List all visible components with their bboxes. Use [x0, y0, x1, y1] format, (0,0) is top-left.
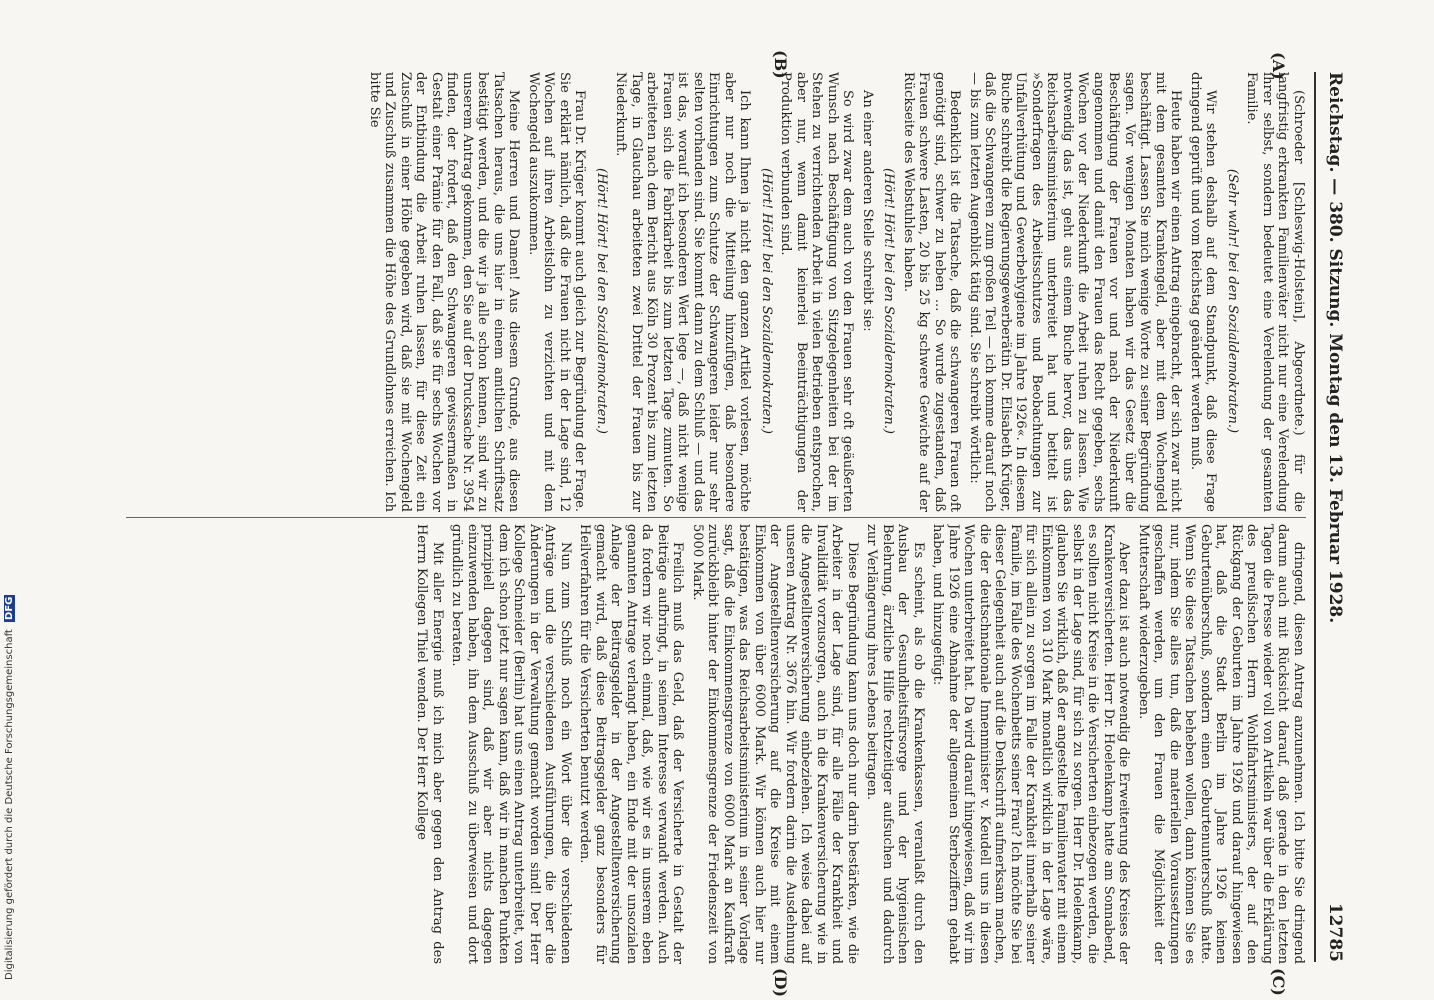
interjection-note: (Sehr wahr! bei den Sozialdemokraten.) [1225, 168, 1240, 434]
margin-letter-d: (D) [771, 968, 790, 998]
text-paragraph: Frau Dr. Krüger kommt auch gleich zur Begründung der Frage. Sie erklärt nämlich, daß die Frauen nicht in der Lage sind, 12 Wochen auf ihren Arbeitslohn zu verzichten und mit dem Wochengeld auszukommen. [526, 72, 588, 512]
left-text-column [126, 72, 1306, 512]
interjection-note: (Hört! Hört! bei den Sozialdemokraten.) [881, 168, 897, 434]
text-paragraph: An einer anderen Stelle schreibt sie: [860, 90, 875, 332]
text-paragraph: dringend, diesen Antrag anzunehmen. Ich bitte Sie dringend darum auch mit Rücksicht darauf, daß gerade in den letzten Tagen die Presse wieder voll von Artikeln war über die Erklärung des preußischen Herrn Wohlfahrtsministers, der auf den Rückgang der Geburten im Jahre 1926 und darauf hingewiesen hat, daß die Stadt Berlin im Jahre 1926 keinen Geburtenüberschuß, sondern einen Geburtenunterschuß hatte. Wenn Sie diese Tatsachen beheben wollen, dann können Sie es nur, indem Sie alles tun, daß die materiellen Voraussetzungen geschaffen werden, um den Frauen die Möglichkeit der Mutterschaft wiederzugeben. [1136, 524, 1306, 964]
margin-letter-a: (A) [1269, 52, 1288, 80]
text-paragraph: So wird zwar dem auch von den Frauen sehr oft geäußerten Wunsch nach Beschäftigung von Sitzgelegenheiten bei der im Stehen zu verrichtenden Arbeit in vielen Betrieben entsprochen, aber nur, wenn damit keinerlei Beeinträchtigungen der Produktion verbunden sind. [778, 72, 856, 512]
interjection-note: (Hört! Hört! bei den Sozialdemokraten.) [759, 168, 774, 434]
column-divider [126, 517, 1306, 518]
text-paragraph: Meine Herren und Damen! Aus diesem Grunde, aus diesen Tatsachen heraus, die uns hier in einem amtlichen Schriftsatz bestätigt werden, und die wir ja alle schon kennen, sind wir zu unserem Antrag gekommen, den Sie auf der Drucksache Nr. 3954 finden, der fordert, daß den Schwangeren gewissermaßen in Gestalt einer Prämie für den Fall, daß sie für sechs Wochen vor der Entbindung die Arbeit ruhen lassen, für diese Zeit ein Zuschuß in einer Höhe gegeben wird, daß sie mit Wochengeld und Zuschuß zusammen die Höhe des Grundlohnes erreichen. Ich bitte Sie [367, 72, 522, 512]
text-paragraph: Ich kann Ihnen ja nicht den ganzen Artikel vorlesen, möchte aber nur noch die Mitteilung hinzufügen, daß besondere Einrichtungen zum Schutze der Schwangeren leider nur sehr selten vorhanden sind. Sie kommt dann zu dem Schluß — und das ist das, worauf ich besonderen Wert lege —, daß nicht wenige Frauen sich die Fabrikarbeit bis zum letzten Tage zumuten. So arbeiteten nach dem Bericht aus Köln 30 Prozent bis zum letzten Tage, in Glauchau arbeiteten zwei Drittel der Frauen bis zur Niederkunft. [613, 72, 753, 512]
text-paragraph: Heute haben wir einen Antrag eingebracht, der sich zwar nicht mit dem gesamten Krankengeld, aber mit dem Wochengeld beschäftigt. Lassen Sie mich wenige Worte zu seiner Begründung sagen. Vor wenigen Monaten haben wir das Gesetz über die Beschäftigung der Frauen vor und nach der Niederkunft angenommen und damit den Frauen das Recht gegeben, sechs Wochen vor der Niederkunft die Arbeit ruhen zu lassen. Wie notwendig das ist, geht aus einem Buche hervor, das uns das Reichsarbeitsministerium unterbreitet hat und betitelt ist »Sonderfragen des Arbeitsschutzes und Beobachtungen zur Unfallverhütung und Gewerbehygiene im Jahre 1926«. In diesem Buche schreibt die Regierungsgewerberätin Dr. Elisabeth Krüger, daß die Schwangeren zum großen Teil — ich komme darauf noch — bis zum letzten Augenblick tätig sind. Sie schreibt wörtlich: [967, 72, 1184, 512]
digitization-credit-text: Digitalisierung gefördert durch die Deutsche Forschungsgemeinschaft [4, 629, 15, 980]
dfg-logo: DFG [4, 596, 15, 620]
page-header-title: Reichstag. — 380. Sitzung. Montag den 13. Februar 1928. [1325, 72, 1345, 624]
text-paragraph: Freilich muß das Geld, daß der Versicherte in Gestalt der Beiträge aufbringt, in seinem Interesse verwandt werden. Auch da fordern wir noch einmal, daß, wie wir es in unserem eben genannten Antrage verlangt haben, ein Ende mit der unsozialen Anlage der Beitragsgelder in der Angestelltenversicherung gemacht wird, daß diese Beitragsgelder ganz besonders für Heilverfahren für die Versicherten benutzt werden. [577, 524, 686, 964]
text-paragraph: Diese Begründung kann uns doch nur darin bestärken, wie die Arbeiter in der Lage sind, für alle Fälle der Krankheit und Invalidität vorzusorgen, auch in die Krankenversicherung wie in die Angestelltenversicherung einbeziehen. Ich weise dabei auf unseren Antrag Nr. 3676 hin. Wir fordern darin die Ausdehnung der Angestelltenversicherung auf die Kreise mit einem Einkommen von über 6000 Mark. Wir können auch hier nur bestätigen, was das Reichsarbeitsministerium in seiner Vorlage sagt, daß die Einkommensgrenze von 6000 Mark an Kaufkraft zurückbleibt hinter der Einkommensgrenze der Friedenszeit von 5000 Mark. [690, 524, 860, 964]
margin-letter-b: (B) [771, 50, 790, 79]
page-header [1320, 72, 1350, 962]
text-paragraph: Mit aller Energie muß ich mich aber gegen den Antrag des Herrn Kollegen Thiel wenden. Der Herr Kollege [414, 524, 445, 964]
text-paragraph: Nun zum Schluß noch ein Wort über die verschiedenen Anträge und die verschiedenen Ausführungen, die über die Änderungen in der Verwaltung gemacht worden sind! Der Herr Kollege Schneider (Berlin) hat uns einen Antrag unterbreitet, von dem ich schon jetzt nur sagen kann, daß wir in manchen Punkten prinzipiell dagegen sind, daß wir aber nichts dagegen einzuwenden haben, ihn dem Ausschuß zu überweisen und dort gründlich zu beraten. [449, 524, 573, 964]
text-paragraph: Aber dazu ist auch notwendig die Erweiterung des Kreises der Krankenversicherten. Herr Dr. Hoelenkamp hatte am Sonnabend, es sollten nicht Kreise in die Versicherten einbezogen werden, die selbst in der Lage sind, für sich zu sorgen. Herr Dr. Hoelenkamp, glauben Sie wirklich, daß der angestellte Familienvater mit einem Einkommen von 310 Mark monatlich wirklich in der Lage wäre, für sich allein zu sorgen im Falle der Krankheit innerhalb seiner Familie, im Falle des Wochenbetts seiner Frau? Ich möchte Sie bei dieser Gelegenheit auch auf die Denkschrift aufmerksam machen, die der deutschnationale Innenminister v. Keudell uns in diesen Wochen unterbreitet hat. Da wird darauf hingewiesen, daß wir im Jahre 1926 eine Abnahme der allgemeinen Sterbeziffern gehabt haben, und hinzugefügt: [930, 524, 1132, 964]
text-paragraph: Es scheint, als ob die Krankenkassen, veranlaßt durch den Ausbau der Gesundheitsfürsorge und der hygienischen Belehrung, ärztliche Hilfe rechtzeitiger aufsuchen und dadurch zur Verlängerung ihres Lebens beitragen. [864, 524, 926, 964]
text-paragraph: Wir stehen deshalb auf dem Standpunkt, daß diese Frage dringend geprüft und vom Reichstag geändert werden muß. [1188, 72, 1219, 512]
digitization-credit [4, 580, 20, 980]
text-paragraph: (Schroeder [Schleswig-Holstein], Abgeordnete.) für die langfristig erkrankten Familienväter nicht nur eine Verelendung ihrer selbst, sondern bedeutet eine Verelendung der gesamten Familie. [1244, 72, 1306, 512]
text-paragraph: Bedenklich ist die Tatsache, daß die schwangeren Frauen oft genötigt sind, schwer zu heben ... So wurde zugestanden, daß Frauen schwere Lasten, 20 bis 25 kg schwere Gewichte auf der Rückseite des Webstuhles haben. [901, 72, 963, 512]
rotated-document-page [110, 50, 1350, 998]
page-number: 12785 [1325, 902, 1345, 962]
margin-letter-c: (C) [1269, 968, 1288, 996]
interjection-note: (Hört! Hört! bei den Sozialdemokraten.) [594, 168, 609, 434]
right-text-column [126, 524, 1306, 964]
header-rule [1314, 72, 1316, 962]
